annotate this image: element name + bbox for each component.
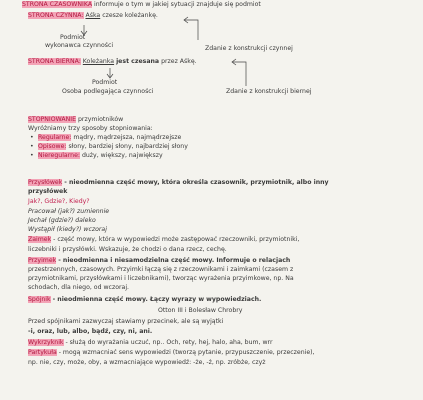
przyimek-text: - nieodmienna i niesamodzielna część mowy. Informuje o relacjach [58,257,291,264]
stopniowanie-title-line [28,116,123,124]
header-label: STRONA CZASOWNIKA [22,1,93,8]
przyslowek-example: Wystąpił (kiedy?) wczoraj [28,226,107,233]
wykrzyknik-text: - służą do wyrażania uczuć, np.. Och, rety, hej, halo, aha, bum, wrr [65,339,273,346]
przyimek-line1 [28,257,290,265]
wykrzyknik-label: Wykrzyknik [28,339,64,346]
przyslowek-def-text: - nieodmienna część mowy, która określa czasownik, przymiotnik, albo inny [64,179,329,186]
bierna-subject: Koleżanka [82,58,115,65]
stopniowanie-item-text: słony, bardziej słony, najbardziej słony [68,143,188,150]
stopniowanie-item-text: mądry, mądrzejsza, najmądrzejsze [73,134,182,141]
bierna-note-subject: Podmiot [92,79,118,86]
spojnik-line2: Przed spójnikami zazwyczaj stawiamy przecinek, ale są wyjątki [28,318,224,325]
przyslowek-example: Pracował (jak?) zumiennie [28,208,110,215]
zaimek-line1 [28,236,299,244]
bullet-icon: • [30,134,34,141]
spojnik-example: Otton III i Bolesław Chrobry [158,307,243,314]
przyimek-label: Przyimek [28,257,57,264]
partykula-line2: np. nie, czy, może, oby, a wzmacniające wypowiedź: -że, -ż, np. zróbże, czyż [28,359,266,366]
wykrzyknik-line [28,339,273,347]
spojnik-text: - nieodmienna część mowy. Łączy wyrazy w wypowiedziach. [52,296,262,303]
czynna-label: STRONA CZYNNA: [28,12,84,19]
spojnik-line3: -i, oraz, lub, albo, bądź, czy, ni, ani. [28,328,153,335]
czynna-line [28,12,158,20]
przyslowek-questions: Jak?, Gdzie?, Kiedy? [28,198,90,205]
zaimek-label: Zaimek [28,236,52,243]
bierna-note-sentence: Zdanie z konstrukcji biernej [226,88,312,95]
partykula-label: Partykuła [28,349,57,356]
zaimek-line2: liczebniki i przysłówki. Wskazuje, że chodzi o dana rzecz, cechę. [28,246,227,253]
stopniowanie-title: STOPNIOWANIE [28,116,77,123]
przyimek-line3: przymiotnikami, przysłówkami i liczebnikami), tworząc wyrażenia przyimkowe, np. Na [28,275,294,282]
stopniowanie-item [38,152,163,160]
bullet-icon: • [30,143,34,150]
bierna-verb: jest czesana [116,58,160,65]
czynna-note-subject: Podmiot [60,34,86,41]
zaimek-text: - część mowy, która w wypowiedzi może zastępować rzeczowniki, przymiotniki, [53,236,300,243]
przyslowek-def2: przysłówek [28,188,68,195]
stopniowanie-item-label: Opisowe: [38,143,67,150]
partykula-text: - mogą wzmacniać sens wypowiedzi (tworzą pytanie, przypuszczenie, przeczenie), [58,349,315,356]
header-line [22,1,261,9]
czynna-note-sentence: Zdanie z konstrukcji czynnej [205,45,293,52]
przyimek-line2: przestrzennych, czasowych. Przyimki łączą się z rzeczownikami i zaimkami (czasem z [28,266,294,273]
stopniowanie-item [38,134,181,142]
spojnik-line1 [28,296,261,304]
czynna-subject: Aśka [85,12,101,19]
stopniowanie-item [38,143,188,151]
bierna-rest: przez Aśkę. [161,58,197,65]
przyimek-line4: schodach, dla niego, od wczoraj. [28,284,130,291]
stopniowanie-title-rest: przymiotników [77,116,124,123]
header-text: informuje o tym w jakiej sytuacji znajduje się podmiot [94,1,261,8]
bierna-note-subject-desc: Osoba podlegająca czynności [62,88,154,95]
stopniowanie-item-label: Nieregularne: [38,152,80,159]
przyslowek-label: Przysłówek [28,179,63,186]
spojnik-label: Spójnik [28,296,51,303]
stopniowanie-intro: Wyróżniamy trzy sposoby stopniowania: [28,125,153,132]
bierna-line [28,58,197,66]
bierna-label: STRONA BIERNA: [28,58,81,65]
czynna-rest: czesze koleżankę. [102,12,158,19]
partykula-line1 [28,349,315,357]
stopniowanie-item-text: duży, większy, największy [81,152,163,159]
bullet-icon: • [30,152,34,159]
przyslowek-example: Jechał (gdzie?) daleko [28,217,96,224]
czynna-note-subject-desc: wykonawca czynności [45,42,114,49]
stopniowanie-item-label: Regularne: [38,134,72,141]
przyslowek-def [28,179,329,187]
